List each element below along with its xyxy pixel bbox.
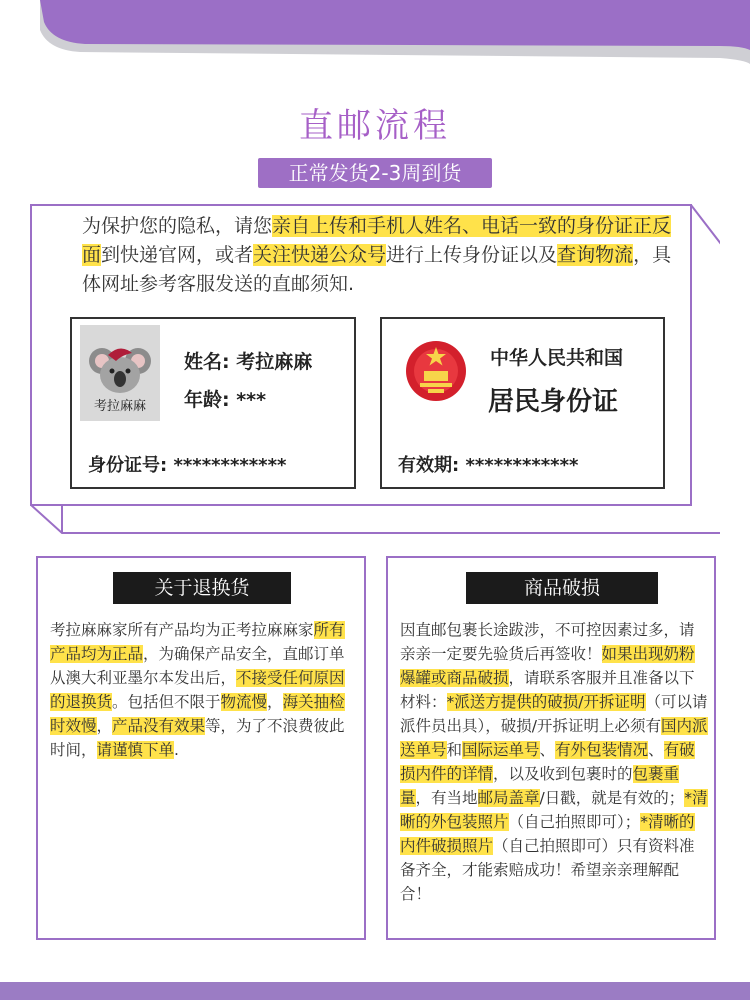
koala-logo xyxy=(80,325,160,421)
text-segment: . xyxy=(174,741,179,759)
highlighted-text: 所有产品均为正品 xyxy=(50,621,345,663)
highlighted-text: 查询物流 xyxy=(557,244,634,266)
highlighted-text: 物流慢 xyxy=(220,693,268,711)
highlighted-text: 有破损内件的详情 xyxy=(400,741,695,783)
text-segment: ， xyxy=(267,693,283,711)
text-segment: ，请联系客服并且准备以下材料： xyxy=(400,669,695,711)
text-segment: 和 xyxy=(446,741,463,759)
card-name: 姓名: 考拉麻麻 xyxy=(184,351,313,373)
highlighted-text: 产品没有效果 xyxy=(112,717,206,735)
top-banner xyxy=(0,0,750,72)
text-segment: ，有当地 xyxy=(415,789,478,807)
delivery-time-badge: 正常发货2-3周到货 xyxy=(258,158,492,188)
highlighted-text: 亲自上传和手机人姓名、电话一致的身份证正反面 xyxy=(82,215,672,266)
text-segment: 、 xyxy=(648,741,664,759)
highlighted-text: 如果出现奶粉爆罐或商品破损 xyxy=(400,645,695,687)
text-segment: 、 xyxy=(539,741,556,759)
highlighted-text: 国际运单号 xyxy=(462,741,540,759)
text-segment: ， xyxy=(96,717,113,735)
highlighted-text: 请谨慎下单 xyxy=(96,741,175,759)
text-segment: 进行上传身份证以及 xyxy=(386,244,558,266)
text-segment: 到快递官网，或者 xyxy=(101,244,254,266)
highlighted-text: *清晰的外包装照片 xyxy=(400,789,708,831)
privacy-notice xyxy=(82,212,672,299)
highlighted-text: 国内派送单号 xyxy=(400,717,708,759)
id-card-title: 居民身份证 xyxy=(488,387,619,417)
text-segment: 为保护您的隐私，请您 xyxy=(82,215,273,237)
country-name: 中华人民共和国 xyxy=(490,347,624,369)
text-segment: （可以请派件员出具），破损/开拆证明上必须有 xyxy=(400,693,708,735)
highlighted-text: 海关抽检时效慢 xyxy=(50,693,345,735)
highlighted-text: 有外包装情况 xyxy=(555,741,649,759)
text-segment: ，具体网址参考客服发送的直邮须知. xyxy=(82,244,672,295)
returns-panel xyxy=(36,556,366,940)
text-segment: 考拉麻麻家所有产品均为正考拉麻麻家 xyxy=(50,621,314,639)
highlighted-text: 关注快递公众号 xyxy=(253,244,387,266)
damage-panel xyxy=(386,556,716,940)
highlighted-text: *清晰的内件破损照片 xyxy=(400,813,695,855)
highlighted-text: 邮局盖章 xyxy=(477,789,540,807)
text-segment: （自己拍照即可）； xyxy=(508,813,641,831)
highlighted-text: 包裹重量 xyxy=(400,765,680,807)
highlighted-text: 不接受任何原因的退换货 xyxy=(50,669,345,711)
id-number: 身份证号: ************ xyxy=(88,455,287,476)
bottom-bar xyxy=(0,982,750,1000)
text-segment: 因直邮包裹长途跋涉，不可控因素过多，请亲亲一定要先验货后再签收！ xyxy=(400,621,695,663)
page-title: 直邮流程 xyxy=(299,106,451,146)
damage-text xyxy=(400,618,708,906)
text-segment: ，以及收到包裹时的 xyxy=(493,765,633,783)
validity-period: 有效期: ************ xyxy=(398,455,579,476)
national-emblem-icon xyxy=(404,339,468,405)
text-segment: （自己拍照即可）只有资料准备齐全，才能索赔成功！希望亲亲理解配合！ xyxy=(400,837,695,903)
returns-text xyxy=(50,618,358,762)
id-card-front xyxy=(70,317,356,489)
text-segment: 等，为了不浪费彼此时间， xyxy=(50,717,345,759)
logo-text: 考拉麻麻 xyxy=(93,399,146,414)
card-age: 年龄: *** xyxy=(184,389,267,411)
damage-heading: 商品破损 xyxy=(466,572,658,604)
returns-heading: 关于退换货 xyxy=(113,572,291,604)
text-segment: ，为确保产品安全，直邮订单从澳大利亚墨尔本发出后， xyxy=(50,645,345,687)
text-segment: 。包括但不限于 xyxy=(112,693,221,711)
id-card-back xyxy=(380,317,665,489)
highlighted-text: *派送方提供的破损/开拆证明 xyxy=(446,693,646,711)
text-segment: /日戳，就是有效的； xyxy=(539,789,685,807)
